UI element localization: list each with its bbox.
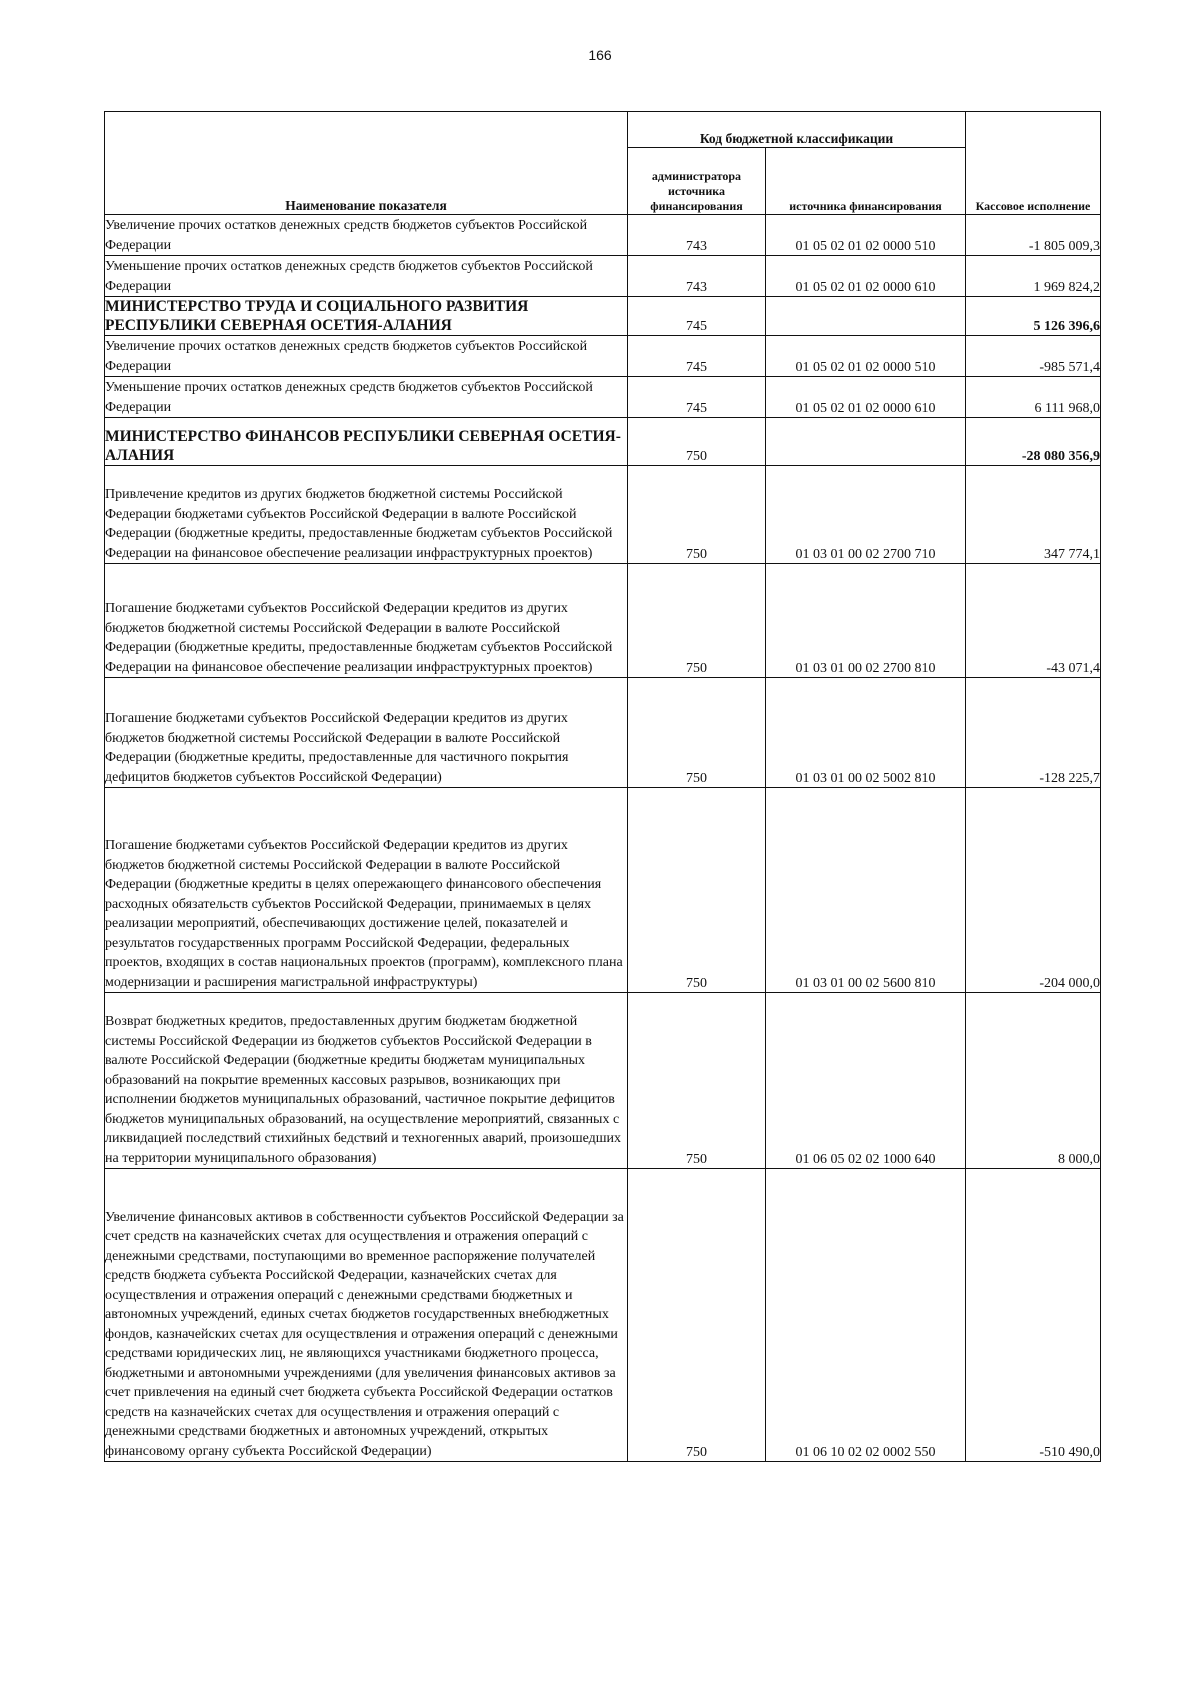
table-row: [105, 377, 1101, 418]
row-source-code: 01 06 10 02 02 0002 550: [766, 1169, 966, 1462]
row-name: Увеличение прочих остатков денежных средств бюджетов субъектов Российской Федерации: [105, 215, 628, 256]
header-name-column: Наименование показателя: [105, 112, 628, 215]
row-value: 8 000,0: [966, 993, 1101, 1169]
table-row: [105, 788, 1101, 993]
row-source-code: 01 05 02 01 02 0000 510: [766, 336, 966, 377]
row-admin-code: 750: [628, 564, 766, 678]
row-source-code: 01 05 02 01 02 0000 610: [766, 377, 966, 418]
row-name: МИНИСТЕРСТВО ФИНАНСОВ РЕСПУБЛИКИ СЕВЕРНАЯ ОСЕТИЯ-АЛАНИЯ: [105, 418, 628, 466]
row-admin-code: 750: [628, 678, 766, 788]
table-row-ministry: [105, 297, 1101, 336]
row-name: МИНИСТЕРСТВО ТРУДА И СОЦИАЛЬНОГО РАЗВИТИЯ РЕСПУБЛИКИ СЕВЕРНАЯ ОСЕТИЯ-АЛАНИЯ: [105, 297, 628, 336]
table-row: [105, 1169, 1101, 1462]
header-code-group: Код бюджетной классификации: [628, 112, 966, 148]
row-name: Увеличение прочих остатков денежных средств бюджетов субъектов Российской Федерации: [105, 336, 628, 377]
row-source-code: 01 03 01 00 02 5002 810: [766, 678, 966, 788]
row-name: Погашение бюджетами субъектов Российской Федерации кредитов из других бюджетов бюджетной системы Российской Федерации в валюте Российской Федерации (бюджетные кредиты в целях опережающего финансового обеспечения расходных обязательств субъектов Российской Федерации, принимаемых в целях реализации мероприятий, обеспечивающих достижение целей, показателей и результатов государственных программ Российской Федерации, федеральных проектов, входящих в состав национальных проектов (программ), комплексного плана модернизации и расширения магистральной инфраструктуры): [105, 788, 628, 993]
table-row: [105, 215, 1101, 256]
row-source-code: [766, 297, 966, 336]
header-value-column: Кассовое исполнение: [966, 112, 1101, 215]
row-admin-code: 750: [628, 418, 766, 466]
table-row: [105, 678, 1101, 788]
header-source-column: источника финансирования: [766, 148, 966, 215]
table-header: [105, 112, 1101, 215]
row-value: -510 490,0: [966, 1169, 1101, 1462]
row-name: Уменьшение прочих остатков денежных средств бюджетов субъектов Российской Федерации: [105, 377, 628, 418]
table-row: [105, 466, 1101, 564]
row-value: -204 000,0: [966, 788, 1101, 993]
row-name: Привлечение кредитов из других бюджетов бюджетной системы Российской Федерации бюджетами субъектов Российской Федерации в валюте Российской Федерации (бюджетные кредиты, предоставленные бюджетам субъектов Российской Федерации на финансовое обеспечение реализации инфраструктурных проектов): [105, 466, 628, 564]
table-body: [105, 215, 1101, 1462]
row-source-code: 01 06 05 02 02 1000 640: [766, 993, 966, 1169]
row-admin-code: 745: [628, 336, 766, 377]
row-admin-code: 750: [628, 466, 766, 564]
row-admin-code: 745: [628, 377, 766, 418]
header-admin-column: администратора источника финансирования: [628, 148, 766, 215]
row-admin-code: 743: [628, 256, 766, 297]
table-row: [105, 564, 1101, 678]
row-admin-code: 745: [628, 297, 766, 336]
row-admin-code: 743: [628, 215, 766, 256]
row-admin-code: 750: [628, 993, 766, 1169]
row-value: -28 080 356,9: [966, 418, 1101, 466]
row-value: -128 225,7: [966, 678, 1101, 788]
page-number: 166: [588, 47, 612, 63]
row-admin-code: 750: [628, 1169, 766, 1462]
row-source-code: 01 05 02 01 02 0000 610: [766, 256, 966, 297]
table-row: [105, 256, 1101, 297]
row-source-code: 01 03 01 00 02 2700 710: [766, 466, 966, 564]
row-value: -985 571,4: [966, 336, 1101, 377]
row-value: -43 071,4: [966, 564, 1101, 678]
row-value: -1 805 009,3: [966, 215, 1101, 256]
row-value: 347 774,1: [966, 466, 1101, 564]
table-row-ministry: [105, 418, 1101, 466]
row-source-code: 01 03 01 00 02 2700 810: [766, 564, 966, 678]
row-source-code: [766, 418, 966, 466]
row-name: Уменьшение прочих остатков денежных средств бюджетов субъектов Российской Федерации: [105, 256, 628, 297]
row-name: Погашение бюджетами субъектов Российской Федерации кредитов из других бюджетов бюджетной системы Российской Федерации в валюте Российской Федерации (бюджетные кредиты, предоставленные бюджетам субъектов Российской Федерации на финансовое обеспечение реализации инфраструктурных проектов): [105, 564, 628, 678]
row-name: Возврат бюджетных кредитов, предоставленных другим бюджетам бюджетной системы Российской Федерации из бюджетов субъектов Российской Федерации в валюте Российской Федерации (бюджетные кредиты бюджетам муниципальных образований на покрытие временных кассовых разрывов, возникающих при исполнении бюджетов муниципальных образований, частичное покрытие дефицитов бюджетов муниципальных образований, на осуществление мероприятий, связанных с ликвидацией последствий стихийных бедствий и техногенных аварий, произошедших на территории муниципального образования): [105, 993, 628, 1169]
row-value: 6 111 968,0: [966, 377, 1101, 418]
row-source-code: 01 05 02 01 02 0000 510: [766, 215, 966, 256]
row-source-code: 01 03 01 00 02 5600 810: [766, 788, 966, 993]
row-name: Погашение бюджетами субъектов Российской Федерации кредитов из других бюджетов бюджетной системы Российской Федерации в валюте Российской Федерации (бюджетные кредиты, предоставленные для частичного покрытия дефицитов бюджетов субъектов Российской Федерации): [105, 678, 628, 788]
row-value: 1 969 824,2: [966, 256, 1101, 297]
row-name: Увеличение финансовых активов в собственности субъектов Российской Федерации за счет средств на казначейских счетах для осуществления и отражения операций с денежными средствами, поступающими во временное распоряжение получателей средств бюджета субъекта Российской Федерации, казначейских счетах для осуществления и отражения операций с денежными средствами бюджетных и автономных учреждений, единых счетах бюджетов государственных внебюджетных фондов, казначейских счетах для осуществления и отражения операций с денежными средствами юридических лиц, не являющихся участниками бюджетного процесса, бюджетными и автономными учреждениями (для увеличения финансовых активов за счет привлечения на единый счет бюджета субъекта Российской Федерации остатков средств на казначейских счетах для осуществления и отражения операций с денежными средствами бюджетных и автономных учреждений, открытых финансовому органу субъекта Российской Федерации): [105, 1169, 628, 1462]
row-value: 5 126 396,6: [966, 297, 1101, 336]
table-row: [105, 336, 1101, 377]
row-admin-code: 750: [628, 788, 766, 993]
table-row: [105, 993, 1101, 1169]
budget-table: [104, 111, 1101, 1462]
